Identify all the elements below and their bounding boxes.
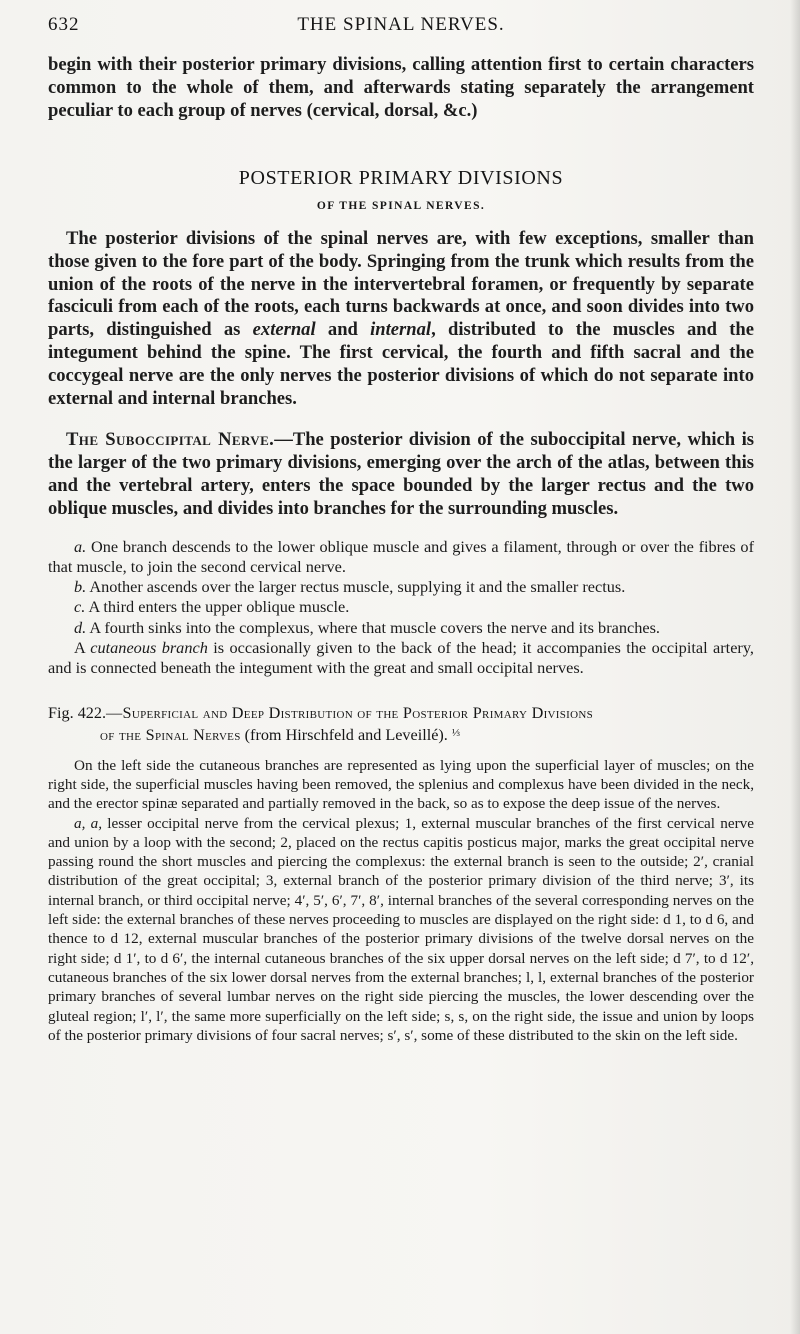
- suboccipital-paragraph: The Suboccipital Nerve.—The posterior division of the suboccipital nerve, which is the larger of the two primary divisions, emerging over the arch of the atlas, between this and the vertebral artery, enters the space bounded by the larger rectus and the two oblique muscles, and divides into branches for the surrounding muscles.: [48, 428, 754, 519]
- section-subheading: OF THE SPINAL NERVES.: [316, 199, 486, 212]
- figure-title: Fig. 422.—Superficial and Deep Distribution of the Posterior Primary Divisions of the Spinal Nerves (from Hirschfeld and Leveillé). $^{\frac{1}{3}}$: [48, 703, 594, 745]
- term-external: external: [252, 319, 316, 341]
- page-edge-shadow: [790, 0, 800, 1334]
- section-heading: POSTERIOR PRIMARY DIVISIONS: [238, 166, 564, 189]
- branch-c: c. A third enters the upper oblique muscle.: [74, 597, 350, 617]
- branch-d: d. A fourth sinks into the complexus, where that muscle covers the nerve and its branches.: [74, 617, 660, 637]
- term-cutaneous-branch: cutaneous branch: [90, 638, 208, 658]
- figure-scale: ⅓: [451, 727, 461, 740]
- figure-caption-overview: On the left side the cutaneous branches are represented as lying upon the superficial layer of muscles; on the right side, the superficial muscles having been removed, the splenius and complexus have been divided in the neck, and the erector spinæ separated and partially removed in the back, so as to expose the deep issue of the nerves.: [48, 756, 754, 813]
- intro-paragraph: begin with their posterior primary divisions, calling attention first to certain characters common to the whole of them, and afterwards stating separately the arrangement peculiar to each group of nerves (cervical, dorsal, &c.): [48, 54, 754, 121]
- page-number: 632: [48, 14, 80, 35]
- figure-source: (from Hirschfeld and Leveillé).: [240, 726, 448, 745]
- figure-caption-legend: a, a, lesser occipital nerve from the cervical plexus; 1, external muscular branches of the first cervical nerve and union by a loop with the second; 2, placed on the rectus capitis posticus major, marks the great occipital nerve passing round the short muscles and piercing the complexus: the external branch is seen to the outside; 2′, cranial distribution of the great occipital; 3, external branch of the posterior primary division of the third nerve; 3′, its internal branch, or third occipital nerve; 4′, 5′, 6′, 7′, 8′, internal branches of the several corresponding nerves on the left side: the external branches of these nerves proceeding to muscles are displayed on the right side: d 1, to d 6, and thence to d 12, external muscular branches of the posterior primary divisions of the twelve dorsal nerves on the right side; d 1′, to d 6′, the internal cutaneous branches of the six upper dorsal nerves on the left side; d 7′, to d 12′, cutaneous branches of the six lower dorsal nerves from the external branches; l, l, external branches of the posterior primary branches of several lumbar nerves on the right side piercing the muscles, the lower descending over the gluteal region; l′, l′, the same more superficially on the left side; s, s, on the right side, the issue and union by loops of the posterior primary divisions of four sacral nerves; s′, s′, some of these distributed to the skin on the left side.: [48, 814, 754, 1044]
- branch-a: a. One branch descends to the lower oblique muscle and gives a filament, through or over the fibres of that muscle, to join the second cervical nerve.: [48, 536, 754, 576]
- term-internal: internal: [370, 319, 432, 341]
- suboccipital-heading: The Suboccipital Nerve.: [66, 428, 275, 450]
- running-title: THE SPINAL NERVES.: [297, 14, 505, 35]
- figure-label: Fig. 422.: [48, 703, 107, 722]
- running-head: [48, 14, 754, 36]
- branch-b: b. Another ascends over the larger rectus muscle, supplying it and the smaller rectus.: [74, 577, 626, 597]
- cutaneous-branch-paragraph: A cutaneous branch is occasionally given to the back of the head; it accompanies the occipital artery, and is connected beneath the integument with the great and small occipital nerves.: [48, 638, 755, 678]
- posterior-divisions-paragraph: The posterior divisions of the spinal nerves are, with few exceptions, smaller than those given to the fore part of the body. Springing from the trunk which results from the union of the roots of the nerve in the intervertebral foramen, or frequently by separate fasciculi from each of the roots, each turns backwards at once, and soon divides into two parts, distinguished as external and internal, distributed to the muscles and the integument behind the spine. The first cervical, the fourth and fifth sacral and the coccygeal nerve are the only nerves the posterior divisions of which do not separate into external and internal branches.: [48, 227, 755, 410]
